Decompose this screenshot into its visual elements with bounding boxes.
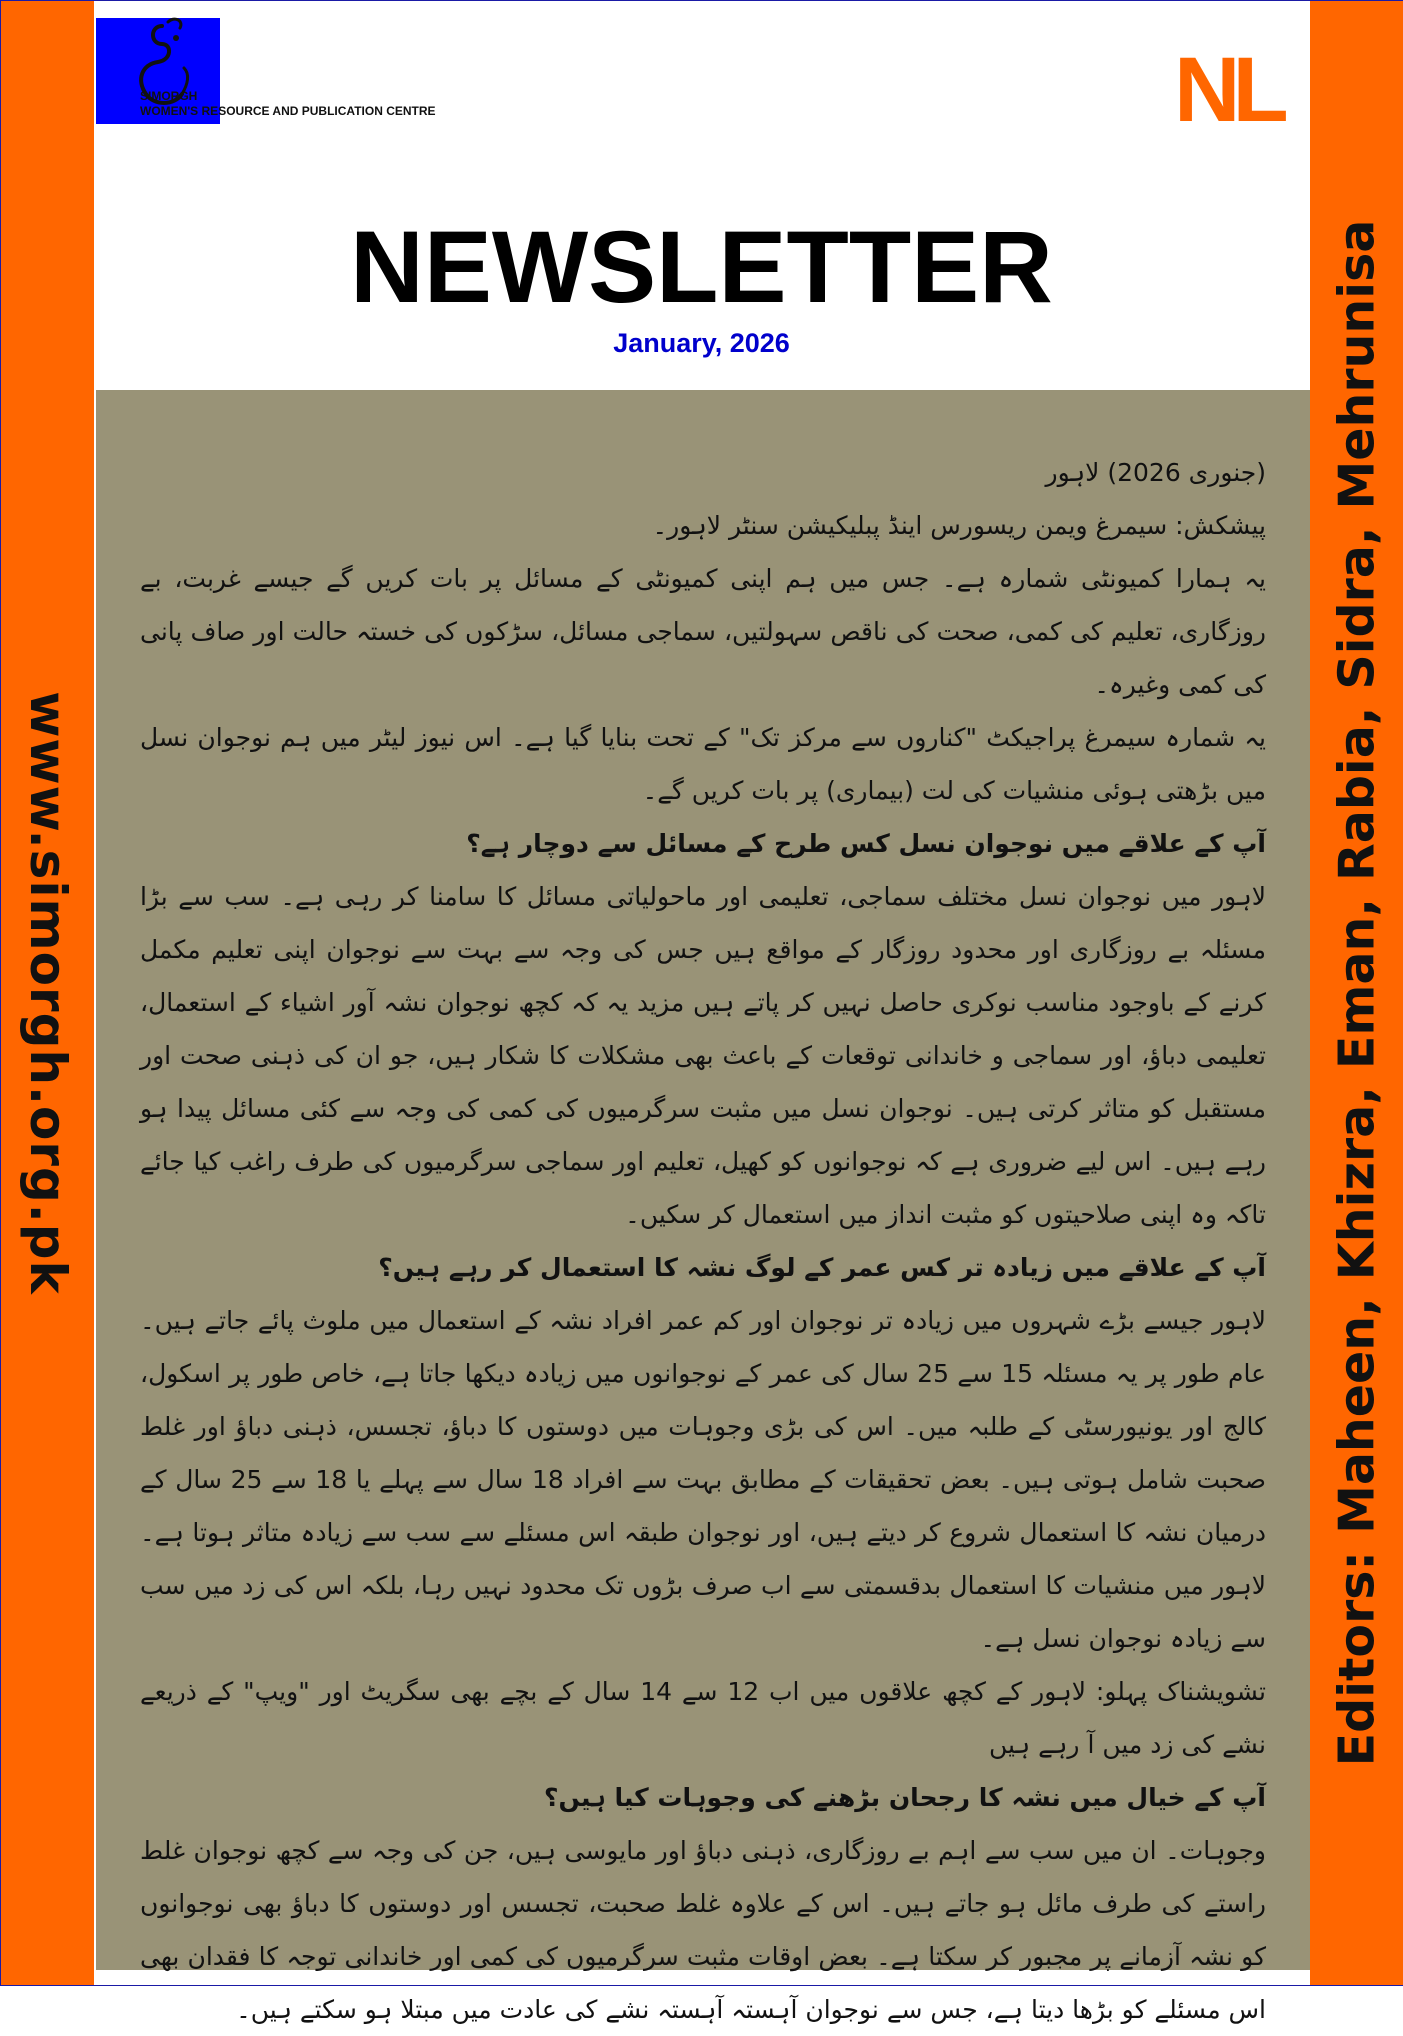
article-paragraph: یہ ہمارا کمیونٹی شمارہ ہے۔ جس میں ہم اپنی کمیونٹی کے مسائل پر بات کریں گے جیسے غربت، بے روزگاری، تعلیم کی کمی، صحت کی ناقص سہولتیں، سماجی مسائل، سڑکوں کی خستہ حالت اور صاف پانی کی کمی وغیرہ۔ bbox=[140, 564, 1266, 699]
nl-logo: NL bbox=[1174, 39, 1281, 141]
question-heading: آپ کے خیال میں نشہ کا رجحان بڑھنے کی وجوہات کیا ہیں؟ bbox=[544, 1783, 1266, 1812]
article-paragraph: لاہور جیسے بڑے شہروں میں زیادہ تر نوجوان اور کم عمر افراد نشہ کے استعمال میں ملوث پائے جاتے ہیں۔ عام طور پر یہ مسئلہ 15 سے 25 سال کی عمر کے نوجوانوں میں زیادہ دیکھا جاتا ہے، خاص طور پر اسکول، کالج اور یونیورسٹی کے طلبہ میں۔ اس کی بڑی وجوہات میں دوستوں کا دباؤ، تجسس، ذہنی دباؤ اور غلط صحبت شامل ہوتی ہیں۔ بعض تحقیقات کے مطابق بہت سے افراد 18 سال سے پہلے یا 18 سے 25 سال کے درمیان نشہ کا استعمال شروع کر دیتے ہیں، اور نوجوان طبقہ اس مسئلے سے سب سے زیادہ متاثر ہوتا ہے۔ لاہور میں منشیات کا استعمال بدقسمتی سے اب صرف بڑوں تک محدود نہیں رہا، بلکہ اس کی زد میں سب سے زیادہ نوجوان نسل ہے۔ bbox=[140, 1306, 1266, 1653]
brand-subtitle: WOMEN'S RESOURCE AND PUBLICATION CENTRE bbox=[140, 104, 436, 118]
article-paragraph: تشویشناک پہلو: لاہور کے کچھ علاقوں میں اب 12 سے 14 سال کے بچے بھی سگریٹ اور "ویپ" کے ذریعے نشے کی زد میں آ رہے ہیں bbox=[140, 1677, 1266, 1759]
article-paragraph: یہ شمارہ سیمرغ پراجیکٹ "کناروں سے مرکز تک" کے تحت بنایا گیا ہے۔ اس نیوز لیٹر میں ہم نوجوان نسل میں بڑھتی ہوئی منشیات کی لت (بیماری) پر بات کریں گے۔ bbox=[140, 723, 1266, 805]
article-paragraph: لاہور میں نوجوان نسل مختلف سماجی، تعلیمی اور ماحولیاتی مسائل کا سامنا کر رہی ہے۔ سب سے بڑا مسئلہ بے روزگاری اور محدود روزگار کے مواقع ہیں جس کی وجہ سے بہت سے نوجوان اپنی تعلیم مکمل کرنے کے باوجود مناسب نوکری حاصل نہیں کر پاتے ہیں مزید یہ کہ کچھ نوجوان نشہ آور اشیاء کے استعمال، تعلیمی دباؤ، اور سماجی و خاندانی توقعات کے باعث بھی مشکلات کا شکار ہیں، جو ان کی ذہنی صحت اور مستقبل کو متاثر کرتی ہیں۔ نوجوان نسل میں مثبت سرگرمیوں کی کمی کی وجہ سے کئی مسائل پیدا ہو رہے ہیں۔ اس لیے ضروری ہے کہ نوجوانوں کو کھیل، تعلیم اور سماجی سرگرمیوں کی طرف راغب کیا جائے تاکہ وہ اپنی صلاحیتوں کو مثبت انداز میں استعمال کر سکیں۔ bbox=[140, 882, 1266, 1229]
editors-text: Editors: Maheen, Khizra, Eman, Rabia, Sidra, Mehrunisa bbox=[1328, 219, 1385, 1767]
question-heading: آپ کے علاقے میں زیادہ تر کس عمر کے لوگ نشہ کا استعمال کر رہے ہیں؟ bbox=[378, 1253, 1266, 1282]
newsletter-date: January, 2026 bbox=[613, 328, 790, 358]
content-panel bbox=[96, 390, 1310, 2024]
urdu-article bbox=[140, 446, 1266, 2036]
question-heading: آپ کے علاقے میں نوجوان نسل کس طرح کے مسائل سے دوچار ہے؟ bbox=[466, 829, 1266, 858]
brand-name: SIMORGH bbox=[140, 89, 198, 103]
article-paragraph: پیشکش: سیمرغ ویمن ریسورس اینڈ پبلیکیشن سنٹر لاہور۔ bbox=[652, 511, 1266, 540]
article-paragraph: وجوہات۔ ان میں سب سے اہم بے روزگاری، ذہنی دباؤ اور مایوسی ہیں، جن کی وجہ سے کچھ نوجوان غلط راستے کی طرف مائل ہو جاتے ہیں۔ اس کے علاوہ غلط صحبت، تجسس اور دوستوں کا دباؤ بھی نوجوانوں کو نشہ آزمانے پر مجبور کر سکتا ہے۔ بعض اوقات مثبت سرگرمیوں کی کمی اور خاندانی توجہ کا فقدان بھی اس مسئلے کو بڑھا دیتا ہے، جس سے نوجوان آہستہ آہستہ نشے کی عادت میں مبتلا ہو سکتے ہیں۔ bbox=[140, 1836, 1266, 2024]
website-text[interactable]: www.simorgh.org.pk bbox=[18, 691, 77, 1295]
newsletter-title: NEWSLETTER bbox=[350, 210, 1053, 324]
article-paragraph: (جنوری 2026) لاہور bbox=[1045, 458, 1266, 487]
